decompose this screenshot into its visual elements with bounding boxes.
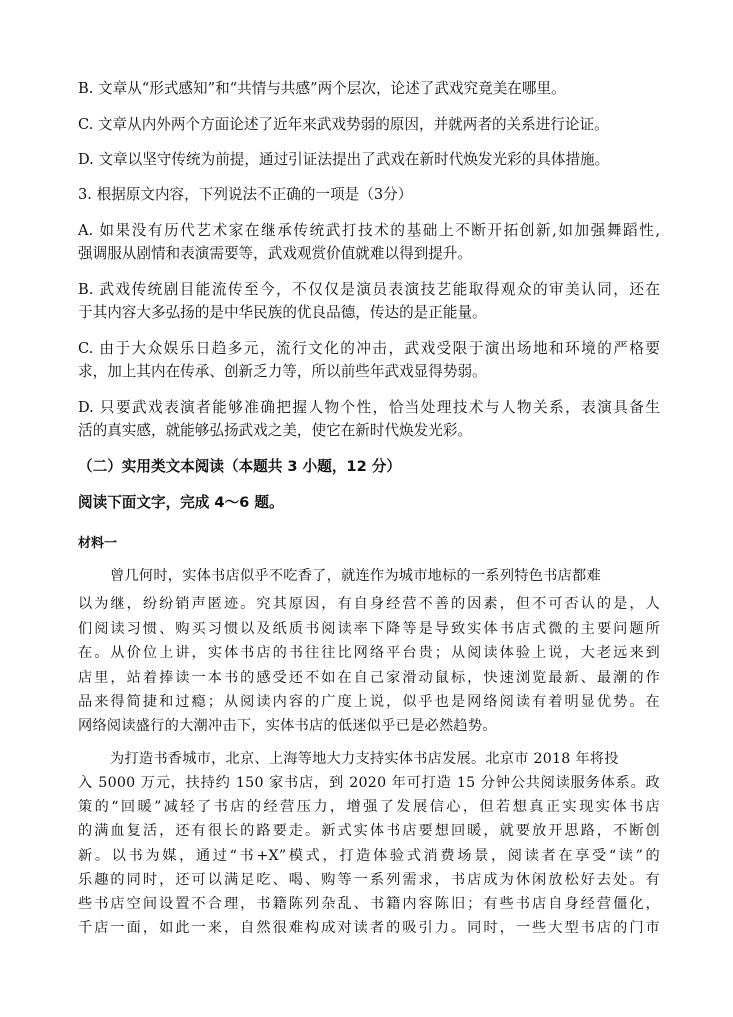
material-label: 材料一 bbox=[78, 536, 118, 551]
paragraph2-line4: 的满血复活，还有很长的路要走。新式实体书店要想回暖，就要放开思路，不断创 bbox=[78, 823, 660, 839]
q3-option-c-line2: 求，加上其内在传承、创新乏力等，所以前些年武戏显得势弱。 bbox=[78, 363, 487, 380]
paragraph1-line3: 们阅读习惯、购买习惯以及纸质书阅读率下降等是导致实体书店式微的主要问题所 bbox=[78, 621, 660, 637]
paragraph2-line7: 些书店空间设置不合理，书籍陈列杂乱、书籍内容陈旧；有些书店自身经营僵化， bbox=[78, 896, 660, 912]
q3-option-b-line2: 于其内容大多弘扬的是中华民族的优良品德，传达的是正能量。 bbox=[78, 304, 487, 321]
paragraph1-line7: 网络阅读盛行的大潮冲击下，实体书店的低迷似乎已是必然趋势。 bbox=[78, 718, 497, 734]
q3-option-d-line2: 活的真实感，就能够弘扬武戏之美，使它在新时代焕发光彩。 bbox=[78, 422, 473, 439]
paragraph2-line1: 为打造书香城市，北京、上海等地大力支持实体书店发展。北京市 2018 年将投 bbox=[110, 751, 619, 767]
paragraph2-line5: 新。以书为媒，通过“书+X”模式，打造体验式消费场景，阅读者在享受“读”的 bbox=[78, 848, 660, 864]
section-heading: （二）实用类文本阅读（本题共 3 小题，12 分） bbox=[78, 458, 401, 475]
q3-option-a-line2: 强调服从剧情和表演需要等，武戏观赏价值就难以得到提升。 bbox=[78, 245, 473, 262]
q2-option-b: B. 文章从“形式感知”和“共情与共感”两个层次，论述了武戏究竟美在哪里。 bbox=[78, 80, 566, 97]
paragraph1-line5: 店里，站着捧读一本书的感受还不如在自己家滑动鼠标，快速浏览最新、最潮的作 bbox=[78, 670, 660, 686]
paragraph2-line6: 乐趣的同时，还可以满足吃、喝、购等一系列需求，书店成为休闲放松好去处。有 bbox=[78, 872, 660, 888]
paragraph1-line2: 以为继，纷纷销声匿迹。究其原因，有自身经营不善的因素，但不可否认的是，人 bbox=[78, 596, 660, 612]
paragraph1-line6: 品来得简捷和过瘾；从阅读内容的广度上说，似乎也是网络阅读有着明显优势。在 bbox=[78, 694, 660, 710]
q2-option-d: D. 文章以坚守传统为前提，通过引证法提出了武戏在新时代焕发光彩的具体措施。 bbox=[78, 151, 610, 168]
reading-instruction: 阅读下面文字，完成 4～6 题。 bbox=[78, 494, 284, 511]
paragraph2-line3: 策的“回暖”减轻了书店的经营压力，增强了发展信心，但若想真正实现实体书店 bbox=[78, 799, 660, 815]
q3-option-c-line1: C. 由于大众娱乐日趋多元，流行文化的冲击，武戏受限于演出场地和环境的严格要 bbox=[78, 340, 660, 357]
paragraph1-line4: 在。从价位上讲，实体书店的书往往比网络平台贵；从阅读体验上说，大老远来到 bbox=[78, 645, 660, 661]
paragraph2-line8: 千店一面，如此一来，自然很难构成对读者的吸引力。同时，一些大型书店的门市 bbox=[78, 920, 660, 936]
q3-option-b-line1: B. 武戏传统剧目能流传至今，不仅仅是演员表演技艺能取得观众的审美认同，还在 bbox=[78, 281, 660, 298]
q3-stem: 3. 根据原文内容，下列说法不正确的一项是（3分） bbox=[78, 186, 413, 203]
q3-option-a-line1: A. 如果没有历代艺术家在继承传统武打技术的基础上不断开拓创新,如加强舞蹈性, bbox=[78, 222, 660, 239]
q3-option-d-line1: D. 只要武戏表演者能够准确把握人物个性，恰当处理技术与人物关系，表演具备生 bbox=[78, 399, 660, 416]
paragraph2-line2: 入 5000 万元，扶持约 150 家书店，到 2020 年可打造 15 分钟公共阅读服务体系。政 bbox=[78, 775, 660, 791]
paragraph1-line1: 曾几何时，实体书店似乎不吃香了，就连作为城市地标的一系列特色书店都难 bbox=[110, 568, 601, 584]
q2-option-c: C. 文章从内外两个方面论述了近年来武戏势弱的原因，并就两者的关系进行论证。 bbox=[78, 116, 609, 133]
